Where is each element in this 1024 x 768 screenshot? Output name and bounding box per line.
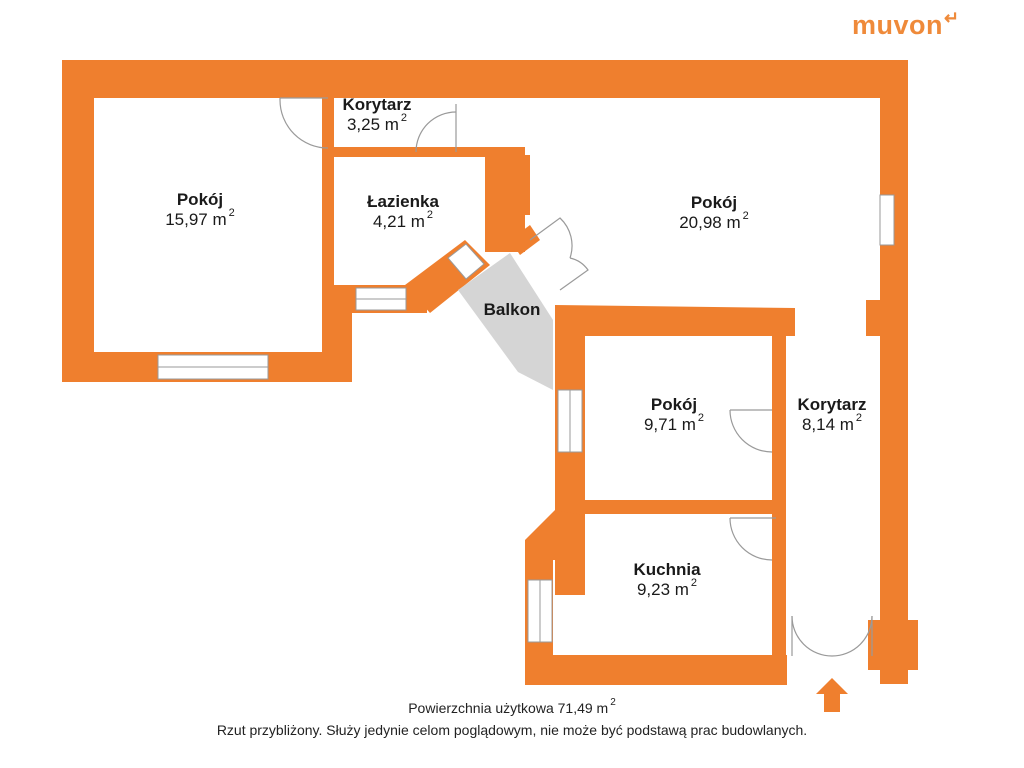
room-area-exp: 2 [400,112,408,125]
logo-mark-icon: ↵ [944,8,960,28]
room-area: 15,97 m [165,210,227,230]
total-area-exp: 2 [610,697,616,708]
room-label-korytarz-1 [343,95,412,136]
room-name: Balkon [483,300,541,319]
room-area: 4,21 m [372,212,425,232]
room-area: 9,71 m [643,415,696,435]
room-name: Pokój [690,193,738,212]
room-label-pokoj-2 [679,193,749,234]
total-area-text: Powierzchnia użytkowa 71,49 m [408,700,609,716]
room-area-exp: 2 [697,412,705,425]
room-area: 3,25 m [346,115,399,135]
total-area [0,697,1024,716]
room-area-exp: 2 [426,209,434,222]
room-name: Pokój [176,190,224,209]
room-name: Pokój [650,395,698,414]
room-label-kuchnia [633,560,700,601]
room-label-pokoj-3 [644,395,704,436]
room-area-exp: 2 [742,210,749,223]
room-area: 9,23 m [636,580,689,600]
logo-text: muvon [852,10,944,40]
room-label-korytarz-2 [798,395,867,436]
room-area-exp: 2 [855,412,863,425]
room-area: 20,98 m [679,213,741,233]
room-label-balkon [484,300,541,320]
room-name: Korytarz [797,395,867,414]
room-label-pokoj-1 [165,190,235,231]
room-name: Kuchnia [633,560,701,579]
room-area-exp: 2 [690,577,698,590]
room-area-exp: 2 [228,207,235,220]
disclaimer: Rzut przybliżony. Służy jedynie celom poglądowym, nie może być podstawą prac budowlanych. [216,722,808,738]
room-label-lazienka [367,192,439,233]
room-area: 8,14 m [801,415,854,435]
room-name: Korytarz [342,95,412,114]
room-name: Łazienka [367,192,439,211]
